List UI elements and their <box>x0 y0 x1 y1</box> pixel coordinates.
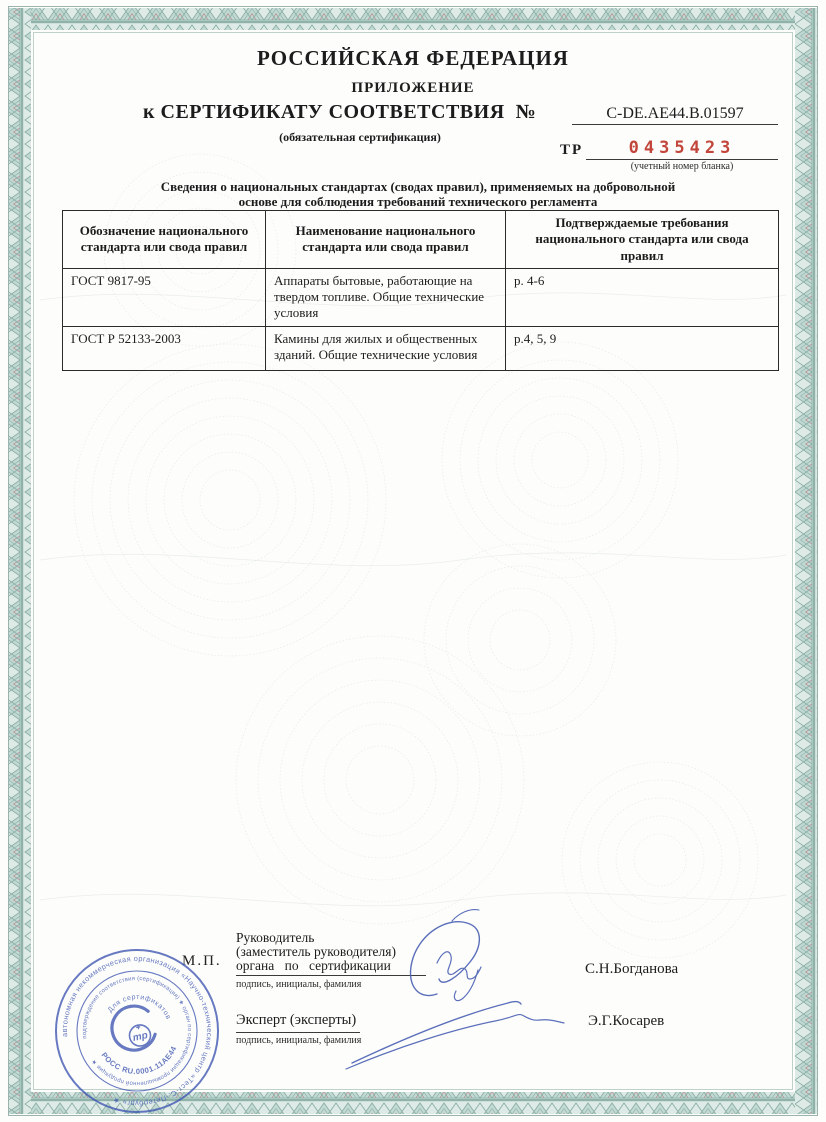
stamp-place-label: М.П. <box>182 953 222 969</box>
cell-designation: ГОСТ Р 52133-2003 <box>63 326 266 370</box>
head-signature-line <box>236 975 426 976</box>
head-role-line-2: (заместитель руководителя) <box>236 944 396 960</box>
stamp-inner-ring-text: подтверждение соответствия (сертификация) ★ орган по сертификации промышленной продукции ★ <box>81 975 193 1087</box>
attachment-title: ПРИЛОЖЕНИЕ <box>351 80 475 96</box>
standards-table <box>62 210 779 371</box>
number-sign: № <box>515 101 537 123</box>
stamp-registration-number: РОСС RU.0001.11АЕ44 <box>99 1044 179 1077</box>
cell-designation: ГОСТ 9817-95 <box>63 268 266 326</box>
head-role-line-1: Руководитель <box>236 930 315 945</box>
col-header-designation: Обозначение национального стандарта или свода правил <box>63 211 266 269</box>
intro-line-2: основе для соблюдения требований технического регламента <box>238 194 598 210</box>
stamp-outer-ring-text: автономная некоммерческая организация «Научно-технический центр «Тест-С.-Петербург» ★ <box>59 953 215 1109</box>
country-title: РОССИЙСКАЯ ФЕДЕРАЦИЯ <box>257 46 569 70</box>
svg-text:автономная некоммерческая орга <box>48 942 226 1120</box>
expert-name: Э.Г.Косарев <box>588 1013 665 1029</box>
col-header-name: Наименование национального стандарта или свода правил <box>266 211 506 269</box>
table-header-row <box>63 211 779 269</box>
cell-requirements: р.4, 5, 9 <box>506 326 779 370</box>
table-row <box>63 268 779 326</box>
blank-serial-number: 0435423 <box>586 138 778 160</box>
table-row <box>63 326 779 370</box>
tr-label: ТР <box>560 142 584 158</box>
intro-line-1: Сведения о национальных стандартах (сводах правил), применяемых на добровольной <box>160 179 676 194</box>
certificate-line <box>143 101 536 124</box>
mandatory-certification-note: (обязательная сертификация) <box>279 130 441 144</box>
head-signature-caption: подпись, инициалы, фамилия <box>236 979 362 990</box>
cell-name: Камины для жилых и общественных зданий. Общие технические условия <box>266 326 506 370</box>
cell-requirements: р. 4-6 <box>506 268 779 326</box>
expert-signature-caption: подпись, инициалы, фамилия <box>236 1035 362 1046</box>
stamp-monogram-text: тр <box>131 1030 149 1044</box>
stamp-purpose-text: Для сертификатов <box>106 993 172 1021</box>
intro-paragraph <box>50 179 786 210</box>
blank-number-caption: (учетный номер бланка) <box>630 161 734 172</box>
expert-role-label: Эксперт (эксперты) <box>236 1012 360 1033</box>
head-role-label <box>236 931 396 973</box>
certificate-number: C-DE.AE44.B.01597 <box>572 105 778 125</box>
head-name: С.Н.Богданова <box>585 961 679 977</box>
certification-body-stamp <box>48 942 226 1120</box>
cell-name: Аппараты бытовые, работающие на твердом топливе. Общие технические условия <box>266 268 506 326</box>
col-header-requirements: Подтверждаемые требования национального стандарта или свода правил <box>506 211 779 269</box>
stamp-monogram-logo <box>108 1003 158 1055</box>
certificate-line-prefix: к СЕРТИФИКАТУ СООТВЕТСТВИЯ <box>143 101 505 123</box>
head-role-line-3: органа по сертификации <box>236 958 391 974</box>
